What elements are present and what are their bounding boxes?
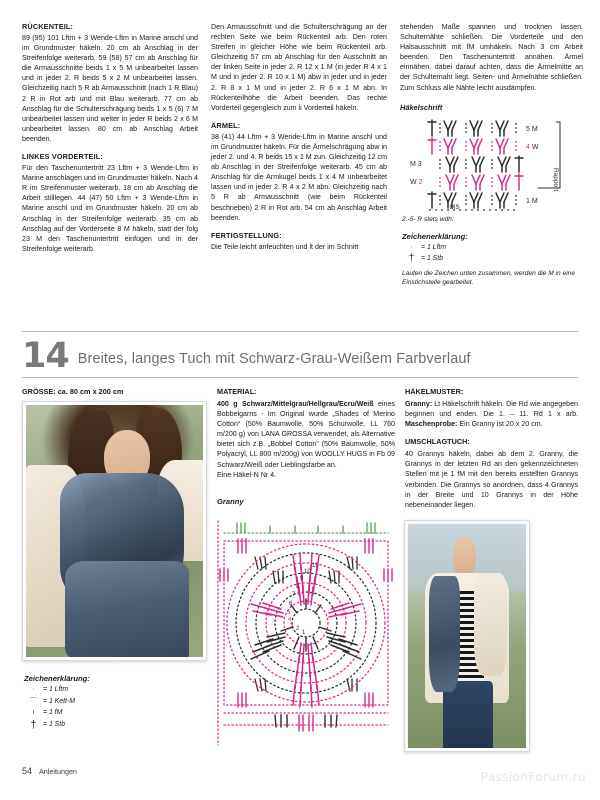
haekelschrift-note: 2.-5- R stets wdh. (402, 215, 454, 223)
lower-column-c (405, 387, 578, 510)
svg-text:11: 11 (312, 563, 319, 569)
instruction-column-3 (400, 22, 583, 287)
top-instruction-area (0, 0, 600, 318)
umschlagtuch-heading: UMSCHLAGTUCH: (405, 437, 470, 447)
zeichenerklaerung-title-bottom: Zeichenerklärung: (24, 674, 90, 683)
svg-text:4: 4 (288, 617, 292, 623)
scarf-light-side (474, 573, 507, 676)
svg-text:W 2: W 2 (410, 178, 423, 186)
text-linkes-vorderteil: Für den Taschenuntertritt 23 Lftm + 3 Wende-Lftm in Marine anschlagen und im Grundmuster häkeln. Nach 4 R im Streifenmuster weiterarb. 18 cm ab Anschlag die Arbeit stilllegen. 44 (47) 50 Lftm + 3 Wende-Lftm in Marine anschl und im Grundmuster häkeln. 20 cm ab Anschlag in der Streifenfolge weiterarb. 35 cm ab Anschlag auf der Vorderseite 8 M häkeln, statt der folg 23 M den Taschenuntertritt einfügen und in der Streifenfolge weiterarb. (22, 164, 198, 253)
groesse-line (22, 387, 207, 397)
legend-row-stb (28, 720, 202, 730)
granny-chart-label: Granny (217, 497, 244, 506)
bar-icon: ı (32, 709, 35, 716)
head (453, 537, 477, 577)
legend-label: = 1 Stb (43, 720, 66, 728)
heading-fertigstellung: FERTIGSTELLUNG: (211, 230, 282, 240)
zeichenerklaerung-bottom (22, 674, 202, 731)
svg-text:1 M: 1 M (526, 197, 538, 205)
zeichenerklaerung-title-top: Zeichenerklärung: (402, 231, 468, 241)
material-text (217, 399, 395, 480)
lower-column-a (22, 387, 207, 731)
cross-icon: † (30, 718, 37, 731)
granny-bold: Granny: (405, 400, 433, 408)
haekelschrift-chart (402, 116, 578, 212)
heading-rueckenteil: RÜCKENTEIL: (22, 22, 74, 31)
ms-bracket-label: MS (450, 203, 460, 211)
granny-text: Lt Häkelschrift häkeln. Die Rd wie angegeben beginnen und enden. Die 1. – 11. Rd 1 x arb. (405, 400, 578, 419)
text-fertigstellung-continued: stehenden Maße spannen und trocknen lassen. Schulternähte schließen. Die Vorderteile und den Halsausschnitt mit fM umhäkeln. Nach 3 cm Arbeit beenden. Den Taschenuntertritt annähen. Ärmel einnähen, dabei darauf achten, dass die Ärmelmitte an der Schulternaht liegt. Seiten- und Ärmelnähte schließen. Zum Schluss alle Nähte leicht ausdämpfen. (400, 23, 583, 92)
svg-text:9: 9 (300, 576, 304, 582)
legend-label: = 1 Kett-M (43, 697, 75, 705)
material-needle: Eine Häkel-N Nr 4. (217, 470, 277, 479)
svg-text:6: 6 (289, 601, 293, 607)
watermark: PassionForum.ru (480, 770, 586, 784)
page-number: 54 (22, 766, 33, 776)
main-photo (26, 405, 203, 657)
lower-content (22, 387, 578, 757)
legend-label: = 1 fM (43, 709, 63, 716)
lower-column-b (217, 387, 395, 480)
svg-text:8: 8 (296, 584, 300, 590)
umschlagtuch-text: 40 Grannys häkeln, dabei ab dem 2. Granny, die Grannys in der letzten Rd an den gekennzeichneten Stellen mit je 1 fM mit den bereits erstellten Grannys verbinden. Die Grannys so anordnen, dass 4 Grannys in der Breite und 10 Grannys in der Höhe nebeneinander liegen. (405, 450, 578, 509)
legend-row-lftm (28, 685, 202, 695)
legend-row-kettm (28, 697, 202, 707)
legend-label: = 1 Stb (421, 254, 444, 262)
svg-text:4 W: 4 W (526, 143, 539, 151)
svg-text:2: 2 (296, 626, 300, 632)
legend-row-stb-top (406, 254, 583, 264)
granny-chart-svg (215, 509, 397, 751)
svg-text:1: 1 (302, 630, 306, 636)
svg-text:Rapport: Rapport (552, 167, 559, 191)
svg-text:7: 7 (292, 592, 296, 598)
section-titlebar (22, 333, 578, 376)
svg-text:M 3: M 3 (410, 160, 422, 168)
text-vorderteil-continued: Den Armausschnitt und die Schulterschrägung an der rechten Seite wie beim Rückenteil arb. Den roten Streifen in gleicher Höhe wie beim Rückenteil arb. Gleichzeitig 57 cm ab Anschlag für den Ausschnitt an der linken Seite in jeder 2. R 12 x 1 M (in jeder R 4 x 1 M und in jeder 2. R 10 x 1 M) abw in jeder und in jeder 2. R 8 x 1 M und in jeder 2. R 6 x 1 M abn. In Rückenteilhöhe die Arbeit beenden. Das rechte Vorderteil gegengleich zum li Vorderteil häkeln. (211, 23, 387, 112)
section-number: 14 (22, 336, 69, 376)
material-heading: MATERIAL: (217, 387, 257, 396)
svg-text:3: 3 (290, 623, 294, 629)
haekelmuster-heading: HÄKELMUSTER: (405, 387, 464, 396)
page-footer (22, 766, 77, 776)
legend-label: = 1 Lftm (421, 243, 447, 251)
dot-icon: · (410, 243, 413, 251)
haekelschrift-title: Häkelschrift (400, 102, 443, 112)
instruction-column-1 (22, 22, 198, 287)
main-photo-frame (22, 401, 207, 661)
arc-icon: ⌒ (30, 697, 37, 705)
instruction-column-2 (211, 22, 387, 287)
divider-bottom (22, 377, 578, 378)
footer-label: Anleitungen (39, 767, 77, 776)
section-title: Breites, langes Tuch mit Schwarz-Grau-Weißem Farbverlauf (77, 351, 471, 367)
heading-aermel: ÄRMEL: (211, 120, 241, 130)
three-column-text (22, 22, 584, 287)
text-rueckenteil: 89 (95) 101 Lftm + 3 Wende-Lftm in Marine anschl und im Grundmuster häkeln. 20 cm ab Anschlag in der Streifenfolge weiterarb. 59 (58) 57 cm ab Anschlag für die Armausschnitte beids 1 x 5 M unbearbeitet lassen und in jeder 2. R beids 5 x 2 M unbearbeitet lassen. Gleichzeitig nach 5 R ab Armausschnitt (nach 1 R Blau) 2 R in Rot arb und mit Blau weiterarb. 77 cm ab Anschlag für die Schulterschrägung beids 1 x 5 (6) 7 M unbearbeitet lassen und weiter in jeder R beids 2 x 6 M unbearbeitet lassen. 80 cm ab Anschlag Arbeit beenden. (22, 34, 198, 143)
side-photo (408, 524, 526, 748)
granny-chart (215, 509, 397, 751)
maschenprobe-text: Ein Granny ist 20 x 20 cm. (457, 420, 543, 429)
legend-row-fm (28, 708, 202, 718)
haekelschrift-svg (402, 116, 578, 212)
photo-woman-full-outfit (408, 524, 526, 748)
legend-label: = 1 Lftm (43, 686, 69, 693)
legend-row-lftm-top (406, 243, 583, 253)
material-body: eines Bobbelgarns - Im Original wurde „Shades of Merino Cotton“ (50% Baumwolle, 50% Schurwolle, LL 760 m/200 g) von LANA GROSSA verwendet, als Alternative bietet sich z.B. „Bobbel Cotton“ (50% Baumwolle, 50% Polyacryl, LL 800 m/200g) von WOOLLY HUGS in Fb 09 Schwarz/Weiß oder Lieblingsfarbe an. (217, 400, 395, 469)
dot-icon: · (32, 686, 35, 693)
svg-text:10: 10 (304, 569, 311, 575)
maschenprobe-bold: Maschenprobe: (405, 420, 458, 429)
photo-woman-scarf-closeup (26, 405, 203, 657)
material-bold-line: 400 g Schwarz/Mittelgrau/Hellgrau/Ecru/Weiß (217, 400, 374, 408)
groesse-value: ca. 80 cm x 200 cm (57, 387, 124, 396)
svg-text:5: 5 (287, 610, 291, 616)
groesse-label: GRÖSSE: (22, 387, 56, 396)
cross-icon: † (408, 252, 415, 264)
heading-linkes-vorderteil: LINKES VORDERTEIL: (22, 152, 103, 162)
svg-text:5 M: 5 M (526, 125, 538, 133)
divider-top (22, 331, 578, 332)
legend-footnote-top: Laufen die Zeichen unten zusammen, werden die M in eine Einstichstelle gearbeitet. (402, 269, 576, 286)
text-fertigstellung: Die Teile leicht anfeuchten und lt der im Schnitt (211, 242, 359, 251)
side-photo-frame (404, 520, 530, 752)
scarf-drape (65, 561, 189, 657)
scarf-dark-side (429, 576, 460, 692)
haekelmuster-text (405, 399, 578, 429)
text-aermel: 38 (41) 44 Lftm + 3 Wende-Lftm in Marine anschl und im Grundmuster häkeln. Für die Ärmelschrägung abw in jeder 2. und 4. R beids 15 x 1 M zun. Gleichzeitig 12 cm ab Anschlag in der Streifenfolge weiterarb. 45 cm ab Anschlag für die Armkugel beids 1 x 4 M unbearbeitet lassen und in jeder 2. R 4 x 2 M abn. Gleichzeitig nach 5 R ab Armausschnitt (wie beim Rückenteil beschrieben) 2 R in Rot arb. 54 cm ab Anschlag Arbeit beenden. (211, 132, 387, 222)
